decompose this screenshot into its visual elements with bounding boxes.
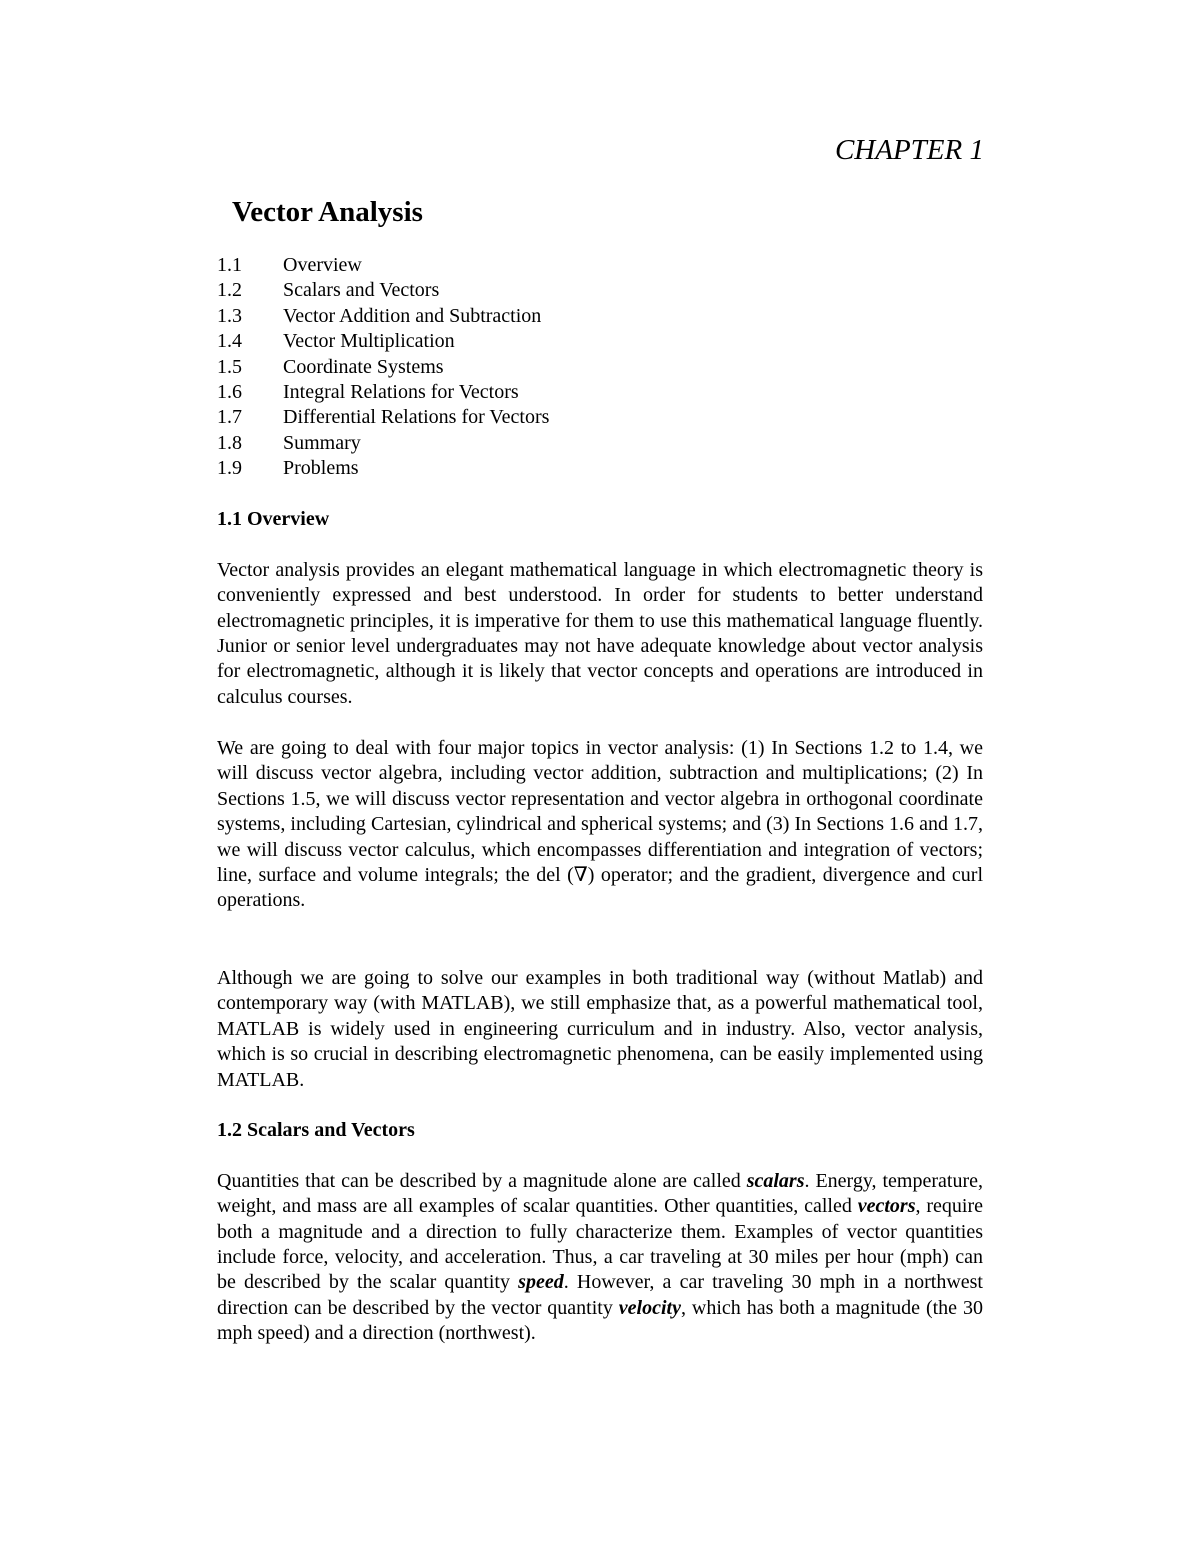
chapter-label: CHAPTER 1: [834, 134, 984, 166]
term-scalars: scalars: [746, 1169, 805, 1192]
toc-item-number: 1.8: [217, 431, 242, 454]
text-run: Quantities that can be described by a magnitude alone are called: [217, 1169, 747, 1192]
text-run: , require both a magnitude and a direction to fully characterize them. Examples of vector quantities include force, velocity, and acceleration. Thus, a car traveling at 30 miles per hour (mph) can be described by the scalar quantity: [217, 1195, 983, 1294]
overview-paragraph-1: Vector analysis provides an elegant mathematical language in which electromagnetic theory is conveniently expressed and best understood. In order for students to better understand electromagnetic principles, it is imperative for them to use this mathematical language fluently. Junior or senior level undergraduates may not have adequate knowledge about vector analysis for electromagnetic, although it is likely that vector concepts and operations are introduced in calculus courses.: [217, 558, 983, 708]
toc-item: [217, 456, 549, 481]
toc-item: [217, 304, 549, 329]
toc-item-title: Vector Addition and Subtraction: [283, 304, 542, 327]
toc-item: [217, 329, 549, 354]
toc-item: [217, 355, 549, 380]
toc-item: [217, 278, 549, 303]
chapter-title: Vector Analysis: [232, 196, 423, 228]
toc-item-title: Integral Relations for Vectors: [283, 381, 519, 404]
toc-item-number: 1.2: [217, 279, 242, 302]
text-run: , which has both a magnitude (the 30 mph speed) and a direction (northwest).: [217, 1296, 983, 1345]
section-scalars-vectors: [217, 1118, 983, 1347]
toc-item-number: 1.3: [217, 304, 242, 327]
term-vectors: vectors: [857, 1195, 916, 1218]
toc-item-number: 1.5: [217, 355, 242, 378]
scalars-vectors-paragraph: [217, 1169, 983, 1347]
toc-item-number: 1.4: [217, 330, 242, 353]
toc-item-number: 1.7: [217, 406, 242, 429]
text-run: . Energy, temperature, weight, and mass are all examples of scalar quantities. Other quantities, called: [217, 1169, 983, 1218]
term-velocity: velocity: [618, 1296, 681, 1319]
toc-item-title: Differential Relations for Vectors: [283, 406, 550, 429]
toc-item-title: Problems: [283, 457, 359, 480]
toc-item-number: 1.6: [217, 381, 242, 404]
section-heading-scalars-vectors: 1.2 Scalars and Vectors: [217, 1119, 415, 1141]
toc-item-title: Overview: [283, 254, 362, 276]
toc-item-number: 1.9: [217, 457, 242, 480]
text-run: . However, a car traveling 30 mph in a northwest direction can be described by the vector quantity: [217, 1271, 983, 1319]
section-overview-cont: [217, 736, 983, 914]
toc-item-title: Vector Multiplication: [283, 330, 455, 353]
section-heading-overview: 1.1 Overview: [217, 508, 330, 530]
section-overview: [217, 507, 983, 710]
overview-paragraph-2: We are going to deal with four major topics in vector analysis: (1) In Sections 1.2 to 1.4, we will discuss vector algebra, including vector addition, subtraction and multiplications; (2) In Sections 1.5, we will discuss vector representation and vector algebra in orthogonal coordinate systems, including Cartesian, cylindrical and spherical systems; and (3) In Sections 1.6 and 1.7, we will discuss vector calculus, which encompasses differentiation and integration of vectors; line, surface and volume integrals; the del (∇) operator; and the gradient, divergence and curl operations.: [217, 737, 983, 912]
toc-item: [217, 431, 549, 456]
term-speed: speed: [518, 1271, 564, 1294]
toc-item-title: Summary: [283, 431, 361, 454]
section-overview-cont-2: [217, 966, 983, 1093]
table-of-contents: [217, 253, 549, 482]
toc-item-number: 1.1: [217, 254, 242, 276]
overview-paragraph-3: Although we are going to solve our examples in both traditional way (without Matlab) and contemporary way (with MATLAB), we still emphasize that, as a powerful mathematical tool, MATLAB is widely used in engineering curriculum and in industry. Also, vector analysis, which is so crucial in describing electromagnetic phenomena, can be easily implemented using MATLAB.: [217, 967, 983, 1091]
toc-item: [217, 405, 549, 430]
toc-item: [217, 380, 549, 405]
toc-item-title: Scalars and Vectors: [283, 279, 440, 302]
toc-item: [217, 253, 549, 278]
toc-item-title: Coordinate Systems: [283, 355, 444, 378]
